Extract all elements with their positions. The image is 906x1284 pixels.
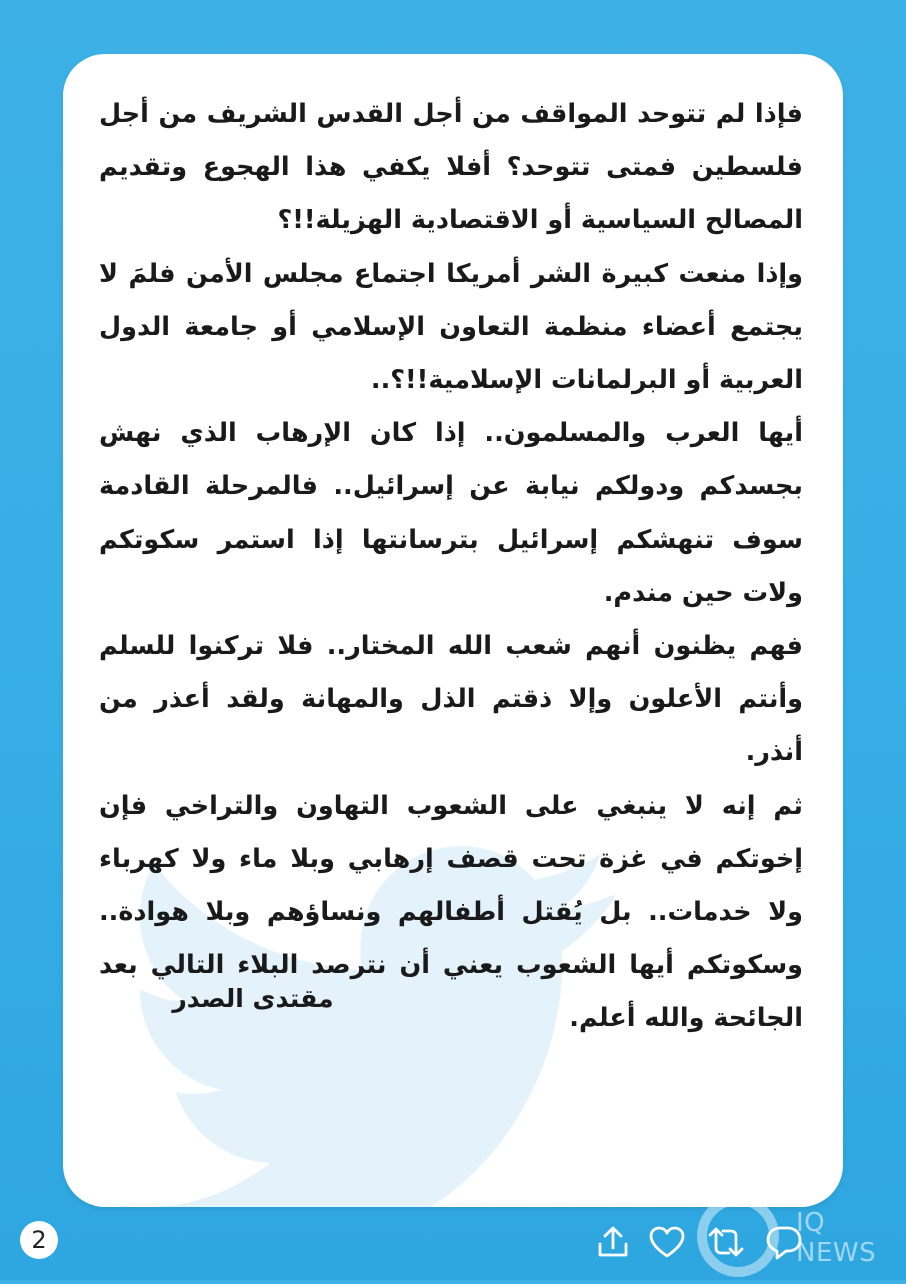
statement-text [99, 88, 803, 1046]
statement-paragraph: فإذا لم تتوحد المواقف من أجل القدس الشريف من أجل فلسطين فمتى تتوحد؟ أفلا يكفي هذا الهجوع وتقديم المصالح السياسية أو الاقتصادية الهزيلة!!؟ [99, 99, 803, 236]
statement-paragraph: وإذا منعت كبيرة الشر أمريكا اجتماع مجلس الأمن فلمَ لا يجتمع أعضاء منظمة التعاون الإسلامي أو جامعة الدول العربية أو البرلمانات الإسلامية!!؟.. [99, 258, 803, 396]
signature: مقتدى الصدر [172, 984, 334, 1013]
reply-icon[interactable] [764, 1222, 804, 1262]
source-watermark: IQ NEWS [796, 1208, 877, 1268]
page-number-badge: 2 [20, 1221, 58, 1259]
statement-card [63, 54, 843, 1207]
like-icon[interactable] [647, 1222, 687, 1262]
share-icon[interactable] [593, 1222, 633, 1262]
retweet-icon[interactable] [706, 1222, 746, 1262]
statement-paragraph: ثم إنه لا ينبغي على الشعوب التهاون والتراخي فإن إخوتكم في غزة تحت قصف إرهابي وبلا ماء ولا كهرباء ولا خدمات.. بل يُقتل أطفالهم ونساؤهم وبلا هوادة.. وسكوتكم أيها الشعوب يعني أن نترصد البلاء التالي بعد الجائحة والله أعلم. [99, 790, 803, 1034]
tweet-actions-bar [0, 1222, 906, 1262]
statement-paragraph: فهم يظنون أنهم شعب الله المختار.. فلا تركنوا للسلم وأنتم الأعلون وإلا ذقتم الذل والمهانة ولقد أعذر من أنذر. [99, 631, 803, 768]
statement-paragraph: أيها العرب والمسلمون.. إذا كان الإرهاب الذي نهش بجسدكم ودولكم نيابة عن إسرائيل.. فالمرحلة القادمة سوف تنهشكم إسرائيل بترسانتها إذا استمر سكوتكم ولات حين مندم. [99, 418, 803, 608]
